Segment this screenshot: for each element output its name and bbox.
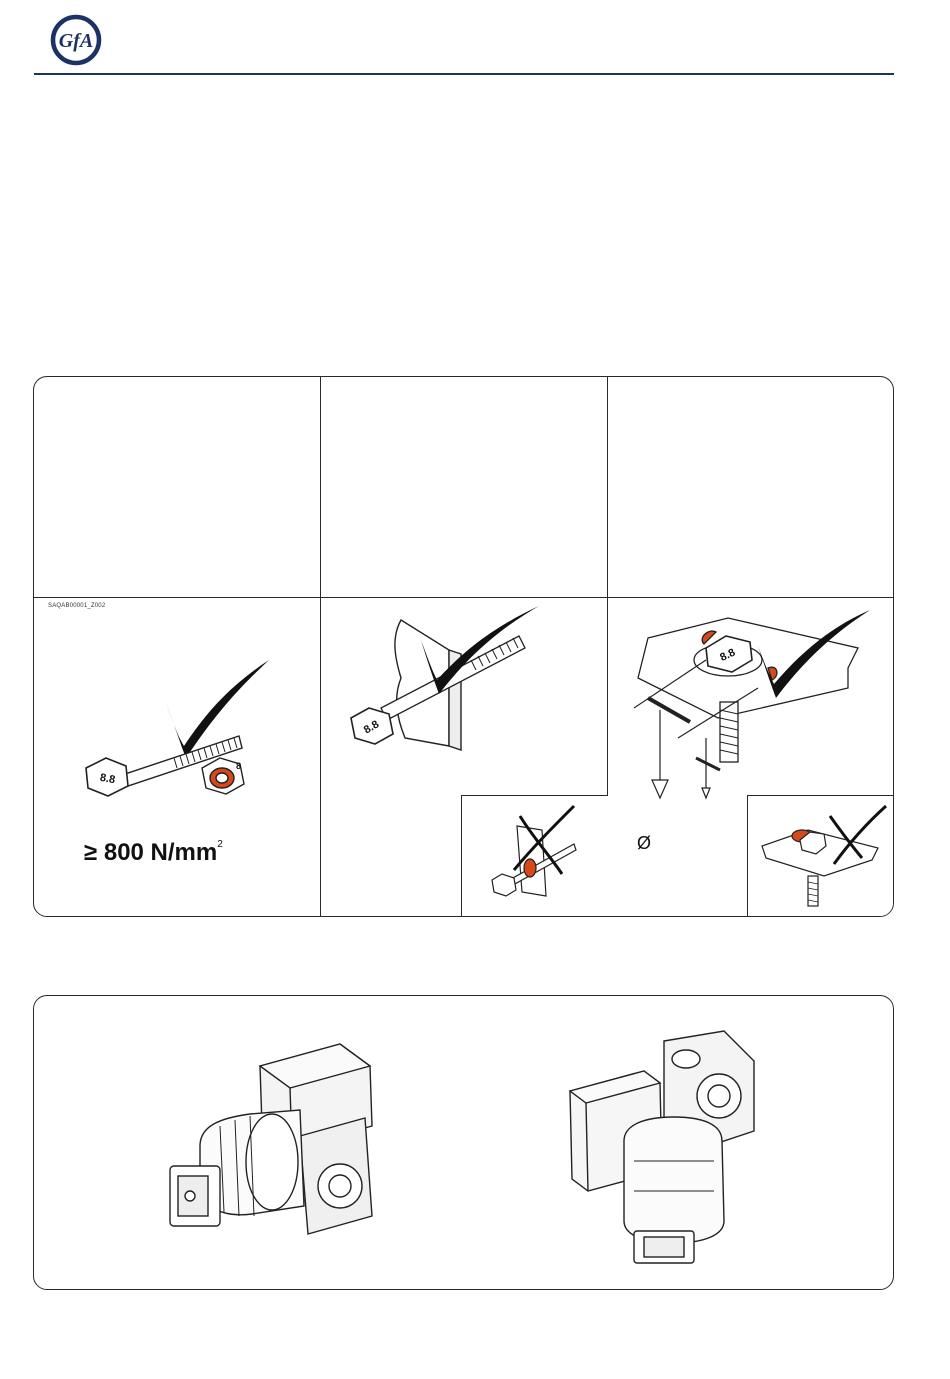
- incorrect-example-inset: [747, 795, 894, 917]
- figure-reference-code: SAQAB00001_Z002: [48, 603, 106, 609]
- lock-nut-icon: [202, 758, 244, 794]
- header-rule: [34, 73, 894, 75]
- logo-text: GfA: [58, 30, 94, 52]
- bolt-requirements-panel: [33, 376, 894, 917]
- bolt-grade-label: 8.8: [361, 718, 382, 737]
- gfa-logo: [46, 14, 108, 66]
- nut-grade-label: 8: [236, 761, 242, 771]
- drive-horizontal-icon: [160, 1036, 400, 1251]
- diameter-symbol: Ø: [637, 833, 652, 853]
- drive-vertical-icon: [564, 1021, 764, 1271]
- bolt-grade-label: 8.8: [98, 771, 117, 787]
- incorrect-example-inset: [461, 795, 608, 917]
- tensile-strength-label: ≥ 800 $N/mm^2$: [84, 839, 223, 866]
- bolt-grade-label: 8.8: [718, 646, 738, 664]
- drive-units-panel: [33, 995, 894, 1290]
- bolt-and-nut-figure: [34, 598, 320, 916]
